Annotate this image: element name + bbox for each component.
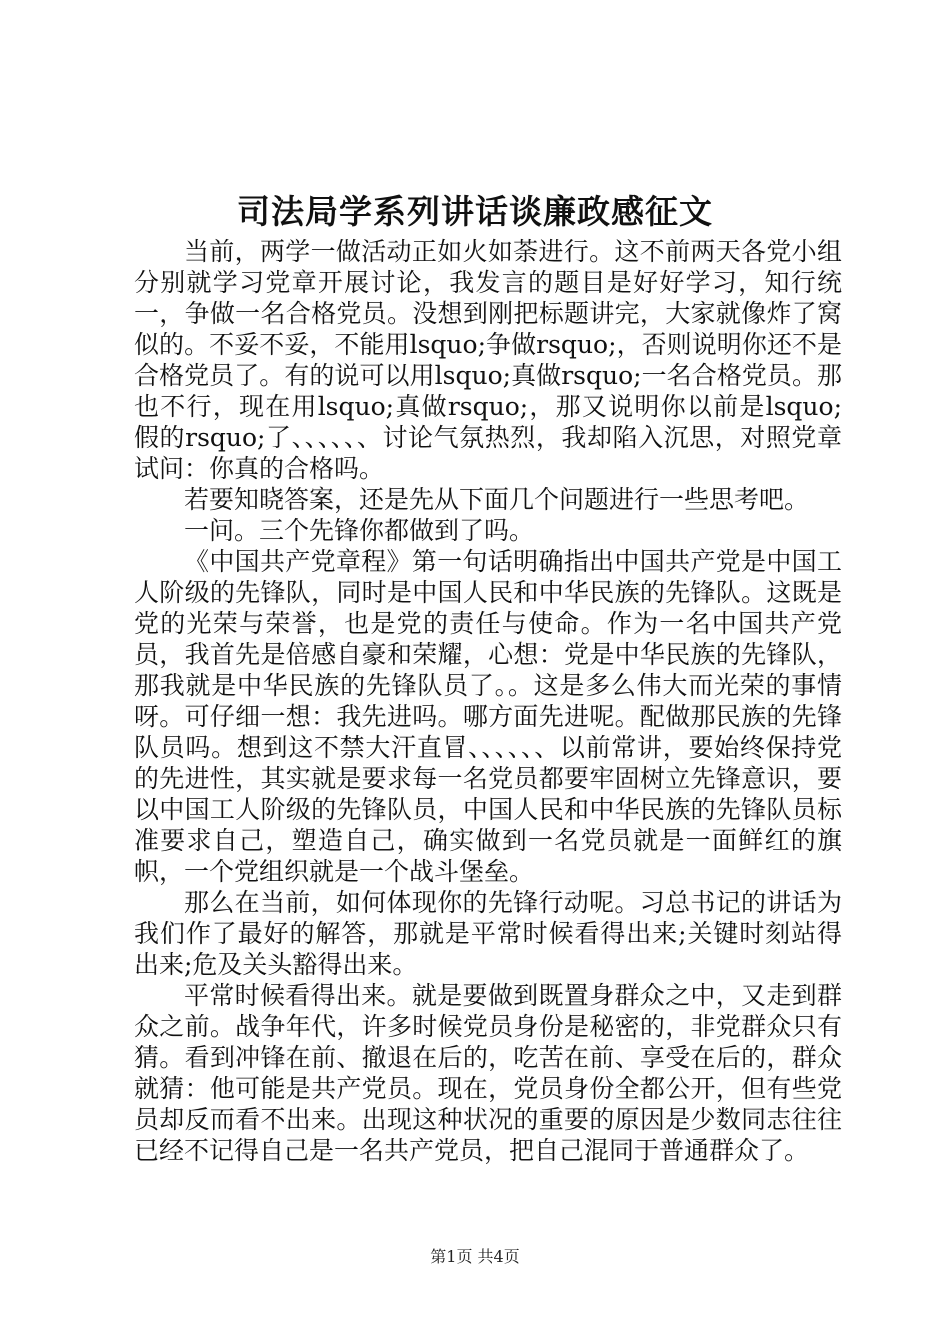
body-paragraph: 平常时候看得出来。就是要做到既置身群众之中，又走到群众之前。战争年代，许多时候党员身份是秘密的，非党群众只有猜。看到冲锋在前、撤退在后的，吃苦在前、享受在后的，群众就猜：他可能是共产党员。现在，党员身份全都公开，但有些党员却反而看不出来。出现这种状况的重要的原因是少数同志往往已经不记得自己是一名共产党员，把自己混同于普通群众了。 <box>134 981 842 1165</box>
body-paragraph: 若要知晓答案，还是先从下面几个问题进行一些思考吧。 <box>184 485 810 514</box>
document-title: 司法局学系列讲话谈廉政感征文 <box>237 192 713 231</box>
document-body <box>134 236 842 1166</box>
body-paragraph: 当前，两学一做活动正如火如荼进行。这不前两天各党小组分别就学习党章开展讨论，我发言的题目是好好学习，知行统一，争做一名合格党员。没想到刚把标题讲完，大家就像炸了窝似的。不妥不妥，不能用lsquo;争做rsquo;，否则说明你还不是合格党员了。有的说可以用lsquo;真做rsquo;一名合格党员。那也不行，现在用lsquo;真做rsquo;，那又说明你以前是lsquo;假的rsquo;了、、、、、、讨论气氛热烈，我却陷入沉思，对照党章试问：你真的合格吗。 <box>134 237 842 483</box>
page-number-footer: 第1页 共4页 <box>430 1247 520 1266</box>
body-paragraph: 《中国共产党章程》第一句话明确指出中国共产党是中国工人阶级的先锋队，同时是中国人民和中华民族的先锋队。这既是党的光荣与荣誉，也是党的责任与使命。作为一名中国共产党员，我首先是倍感自豪和荣耀，心想：党是中华民族的先锋队，那我就是中华民族的先锋队员了。。这是多么伟大而光荣的事情呀。可仔细一想：我先进吗。哪方面先进呢。配做那民族的先锋队员吗。想到这不禁大汗直冒、、、、、、以前常讲，要始终保持党的先进性，其实就是要求每一名党员都要牢固树立先锋意识，要以中国工人阶级的先锋队员，中国人民和中华民族的先锋队员标准要求自己，塑造自己，确实做到一名党员就是一面鲜红的旗帜，一个党组织就是一个战斗堡垒。 <box>134 547 842 886</box>
body-paragraph: 一问。三个先锋你都做到了吗。 <box>184 516 535 545</box>
body-paragraph: 那么在当前，如何体现你的先锋行动呢。习总书记的讲话为我们作了最好的解答，那就是平常时候看得出来;关键时刻站得出来;危及关头豁得出来。 <box>134 888 842 979</box>
